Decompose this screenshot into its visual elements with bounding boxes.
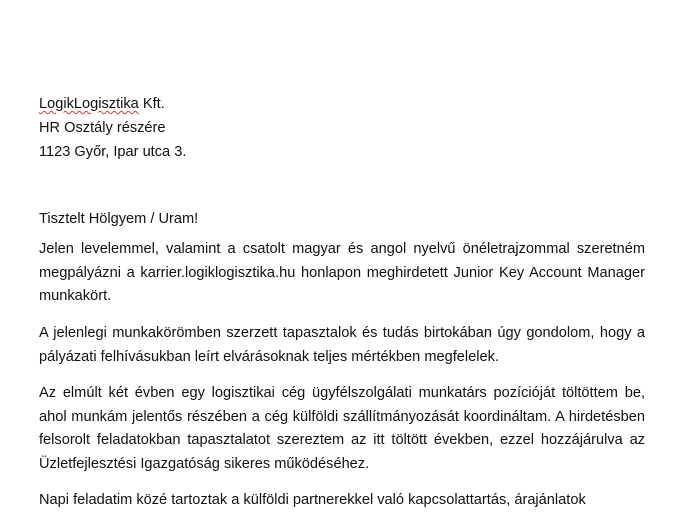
recipient-company-name: LogikLogisztika: [39, 96, 139, 112]
recipient-company: [39, 92, 645, 116]
paragraph-2: A jelenlegi munkakörömben szerzett tapasztalok és tudás birtokában úgy gondolom, hogy a pályázati felhívásukban leírt elvárásoknak teljes mértékben megfelelek.: [39, 325, 645, 365]
recipient-company-suffix: Kft.: [138, 96, 165, 112]
salutation: Tisztelt Hölgyem / Uram!: [39, 211, 199, 227]
paragraph-3: Az elmúlt két évben egy logisztikai cég ügyfélszolgálati munkatárs pozícióját töltöttem be, ahol munkám jelentős részében a cég külföldi szállítmányozását koordináltam. A hirdetésben felsorolt feladatokban tapasztalatot szereztem az itt töltött években, ezzel hozzájárulva az Üzletfejlesztési Igazgatóság sikeres működéséhez.: [39, 385, 645, 472]
paragraph-1: Jelen levelemmel, valamint a csatolt magyar és angol nyelvű önéletrajzommal szeretném megpályázni a karrier.logiklogisztika.hu honlapon meghirdetett Junior Key Account Manager munkakört.: [39, 241, 645, 304]
letter-page: [39, 92, 645, 508]
paragraph-4: Napi feladatim közé tartoztak a külföldi partnerekkel való kapcsolattartás, árajánlatok: [39, 492, 586, 508]
recipient-department: HR Osztály részére: [39, 120, 166, 136]
recipient-address: 1123 Győr, Ipar utca 3.: [39, 144, 187, 160]
